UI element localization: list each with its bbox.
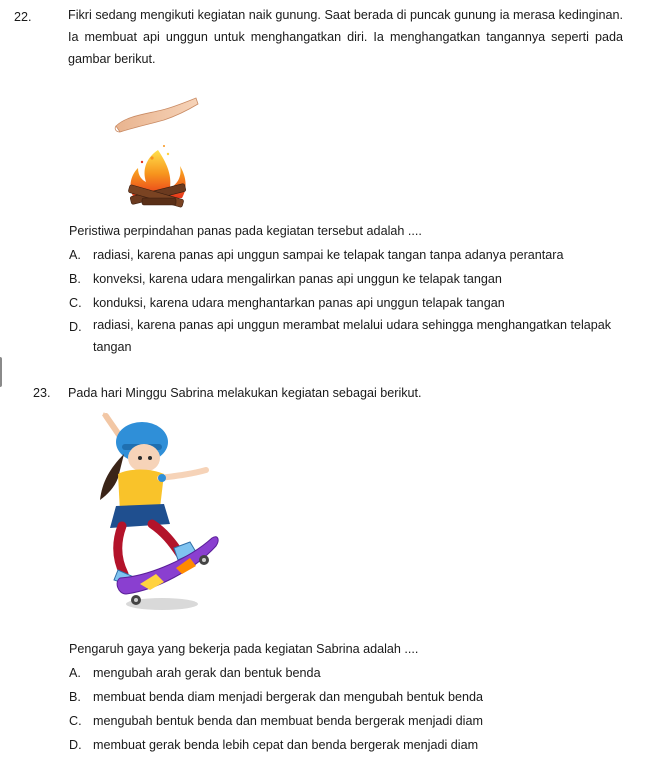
q22-option-b-letter: B. xyxy=(69,272,81,286)
question-22-text: Fikri sedang mengikuti kegiatan naik gunung. Saat berada di puncak gunung ia merasa kedinginan. Ia membuat api unggun untuk menghangatkan diri. Ia menghangatkan tangannya seperti pada gambar berikut. xyxy=(68,8,623,66)
page-edge-marker xyxy=(0,357,2,387)
q22-option-b-text[interactable]: konveksi, karena udara mengalirkan panas api unggun ke telapak tangan xyxy=(93,272,502,286)
skateboard xyxy=(117,537,218,605)
q23-option-c-text[interactable]: mengubah bentuk benda dan membuat benda bergerak menjadi diam xyxy=(93,714,483,728)
q23-option-b-letter: B. xyxy=(69,690,81,704)
q23-option-d-letter: D. xyxy=(69,738,82,752)
campfire-hand-figure xyxy=(112,92,202,210)
q23-option-a-letter: A. xyxy=(69,666,81,680)
q23-option-c-letter: C. xyxy=(69,714,82,728)
q22-option-a-text[interactable]: radiasi, karena panas api unggun sampai ke telapak tangan tanpa adanya perantara xyxy=(93,248,564,262)
q22-option-d-text[interactable]: radiasi, karena panas api unggun merambat melalui udara sehingga menghangatkan telapak tangan xyxy=(93,318,612,354)
face xyxy=(128,444,160,472)
question-23-text: Pada hari Minggu Sabrina melakukan kegiatan sebagai berikut. xyxy=(68,386,422,400)
question-22-prompt: Peristiwa perpindahan panas pada kegiatan tersebut adalah .... xyxy=(69,224,422,238)
q23-option-d-text[interactable]: membuat gerak benda lebih cepat dan benda bergerak menjadi diam xyxy=(93,738,479,752)
question-23-number: 23. xyxy=(33,386,51,400)
leg-back xyxy=(118,526,124,574)
q23-option-a-text[interactable]: mengubah arah gerak dan bentuk benda xyxy=(93,666,321,680)
q22-option-a-letter: A. xyxy=(69,248,81,262)
question-22-number: 22. xyxy=(14,10,32,24)
skateboarding-girl-figure xyxy=(80,408,220,614)
stretched-arm xyxy=(160,470,206,478)
hand-shape xyxy=(116,98,198,132)
question-23-prompt: Pengaruh gaya yang bekerja pada kegiatan Sabrina adalah .... xyxy=(69,642,419,656)
q22-option-d-letter: D. xyxy=(69,320,82,334)
q22-option-c-letter: C. xyxy=(69,296,82,310)
q22-option-c-text[interactable]: konduksi, karena udara menghantarkan panas api unggun telapak tangan xyxy=(93,296,505,310)
q23-option-b-text[interactable]: membuat benda diam menjadi bergerak dan mengubah bentuk benda xyxy=(93,690,483,704)
